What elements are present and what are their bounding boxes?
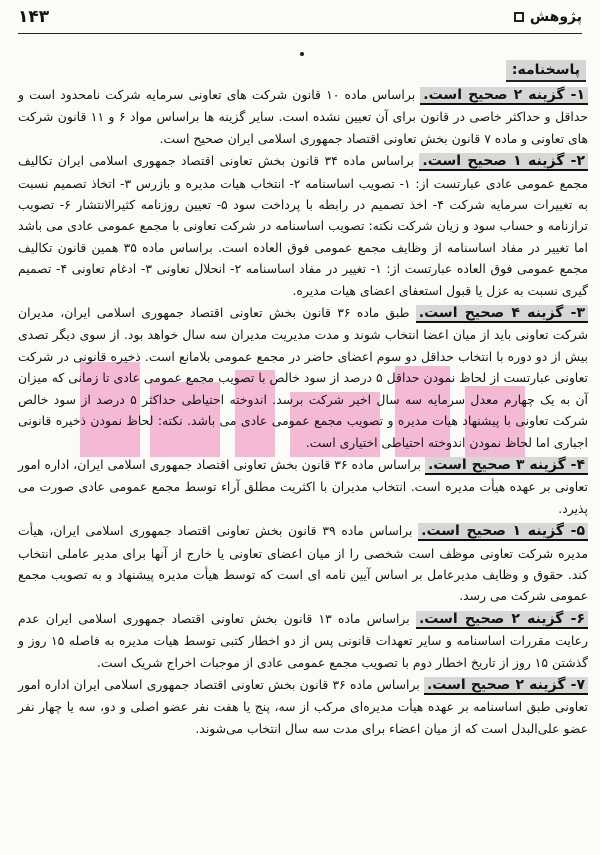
answer-2 (18, 150, 588, 301)
answer-7-text: براساس ماده ۳۶ قانون بخش تعاونی اقتصاد جمهوری اسلامی ایران اداره امور تعاونی طبق اساسنامه بر عهده هیأت مدیره‌ای مرکب از سه، پنج یا هفت نفر عضو اصلی و دو، سه یا چهار نفر عضو علی‌البدل است که از میان اعضاء برای مدت سه سال انتخاب می‌شوند. (18, 676, 588, 736)
answer-4 (18, 454, 588, 519)
answers-body (18, 80, 588, 739)
answer-7-lead: ۷- گزینه ۲ صحیح است. (424, 677, 588, 695)
answer-4-text: براساس ماده ۳۶ قانون بخش تعاونی اقتصاد جمهوری اسلامی ایران، اداره امور تعاونی بر عهده هیأت مدیره است. انتخاب مدیران با اکثریت مطلق آراء توسط مجمع عمومی عادی صورت می پذیرد. (18, 456, 588, 516)
header-rule (18, 33, 582, 34)
answer-6-lead: ۶- گزینه ۲ صحیح است. (416, 611, 588, 629)
answers-section-title: پاسخنامه: (506, 60, 586, 82)
answer-3-text: طبق ماده ۳۶ قانون بخش تعاونی اقتصاد جمهوری اسلامی ایران، مدیران شرکت تعاونی باید از میان اعضا انتخاب شوند و مدت مدیریت مدیران سه سال خواهد بود. از سوی دیگر تصدی بیش از دو دوره با انتخاب حداقل دو سوم اعضای حاضر در مجمع عمومی بلامانع است. ذخیره قانونی در شرکت تعاونی عبارتست از لحاظ نمودن حداقل ۵ درصد از سود خالص با تصویب مجمع عمومی عادی تا زمانی که میزان آن به یک چهارم معدل سرمایه سه سال اخیر شرکت برسد. اندوخته احتیاطی حداکثر ۵ درصد از سود خالص شرکت تعاونی با پیشنهاد هیات مدیره و تصویب مجمع عمومی عادی می باشد. نکته: لحاظ نمودن ذخیره قانونی اجباری اما لحاظ نمودن اندوخته احتیاطی اختیاری است. (18, 305, 588, 450)
square-bullet-icon (514, 12, 524, 22)
answer-1 (18, 84, 588, 149)
answer-6 (18, 608, 588, 673)
answer-4-lead: ۴- گزینه ۳ صحیح است. (425, 457, 588, 475)
running-title (514, 9, 582, 25)
running-title-text: پژوهش (529, 9, 582, 25)
answer-5-lead: ۵- گزینه ۱ صحیح است. (418, 523, 588, 541)
answer-6-text: براساس ماده ۱۳ قانون بخش تعاونی اقتصاد جمهوری اسلامی ایران عدم رعایت مقررات اساسنامه و سایر تعهدات قانونی پس از دو اخطار کتبی توسط هیات مدیره به فاصله ۱۵ روز و گذشتن ۱۵ روز از تاریخ اخطار دوم با تصویب مجمع عمومی عادی از موجبات اخراج شریک است. (18, 610, 589, 670)
answer-7 (18, 674, 588, 739)
answer-3-lead: ۳- گزینه ۴ صحیح است. (416, 305, 588, 323)
page-number: ۱۴۳ (18, 7, 50, 27)
answer-3 (18, 302, 588, 453)
ink-dot (300, 52, 304, 56)
answer-1-text: براساس ماده ۱۰ قانون شرکت های تعاونی سرمایه شرکت نامحدود است و حداقل و حداکثر خاصی در قانون برای آن تعیین نشده است. سایر گزینه ها براساس مواد ۶ و ۱۱ قانون شرکت های تعاونی و ماده ۷ قانون بخش تعاونی اقتصاد جمهوری اسلامی ایران صحیح است. (18, 87, 588, 146)
answer-1-lead: ۱- گزینه ۲ صحیح است. (420, 87, 588, 105)
answer-5-text: براساس ماده ۳۹ قانون بخش تعاونی اقتصاد جمهوری اسلامی ایران، هیأت مدیره شرکت تعاونی موظف است شخصی را از میان اعضای تعاونی یا خارج از آنها برای مدیر عاملی انتخاب کند. حقوق و وظایف مدیرعامل بر اساس آیین نامه ای است که توسط هیأت مدیره پیشنهاد و به تصویب مجمع عمومی شرکت می رسد. (18, 523, 588, 604)
answer-2-text: براساس ماده ۳۴ قانون بخش تعاونی اقتصاد جمهوری اسلامی ایران تکالیف مجمع عمومی عادی عبارتست از: ۱- تصویب اساسنامه ۲- انتخاب هیات مدیره و بازرس ۳- اتخاذ تصمیم نسبت به تغییرات سرمایه شرکت ۴- اخذ تصمیم در رابطه با پرداخت سود ۵- تعیین روزنامه کثیرالانتشار ۶- تصویب ترازنامه و حساب سود و زیان شرکت نکته: تصویب اساسنامه در شرکت تعاونی با مجمع عمومی عادی می باشد اما تغییر در مفاد اساسنامه از وظایف مجمع عمومی فوق العاده است. براساس ماده ۳۵ همین قانون تکالیف مجمع عمومی فوق العاده عبارتست از: ۱- تغییر در مفاد اساسنامه ۲- انحلال تعاونی ۳- ادغام تعاونی ۴- تصمیم گیری نسبت به عزل یا قبول استعفای اعضای هیات مدیره. (18, 153, 588, 298)
answer-2-lead: ۲- گزینه ۱ صحیح است. (419, 153, 588, 171)
answer-5 (18, 520, 588, 607)
page-header (18, 4, 582, 30)
